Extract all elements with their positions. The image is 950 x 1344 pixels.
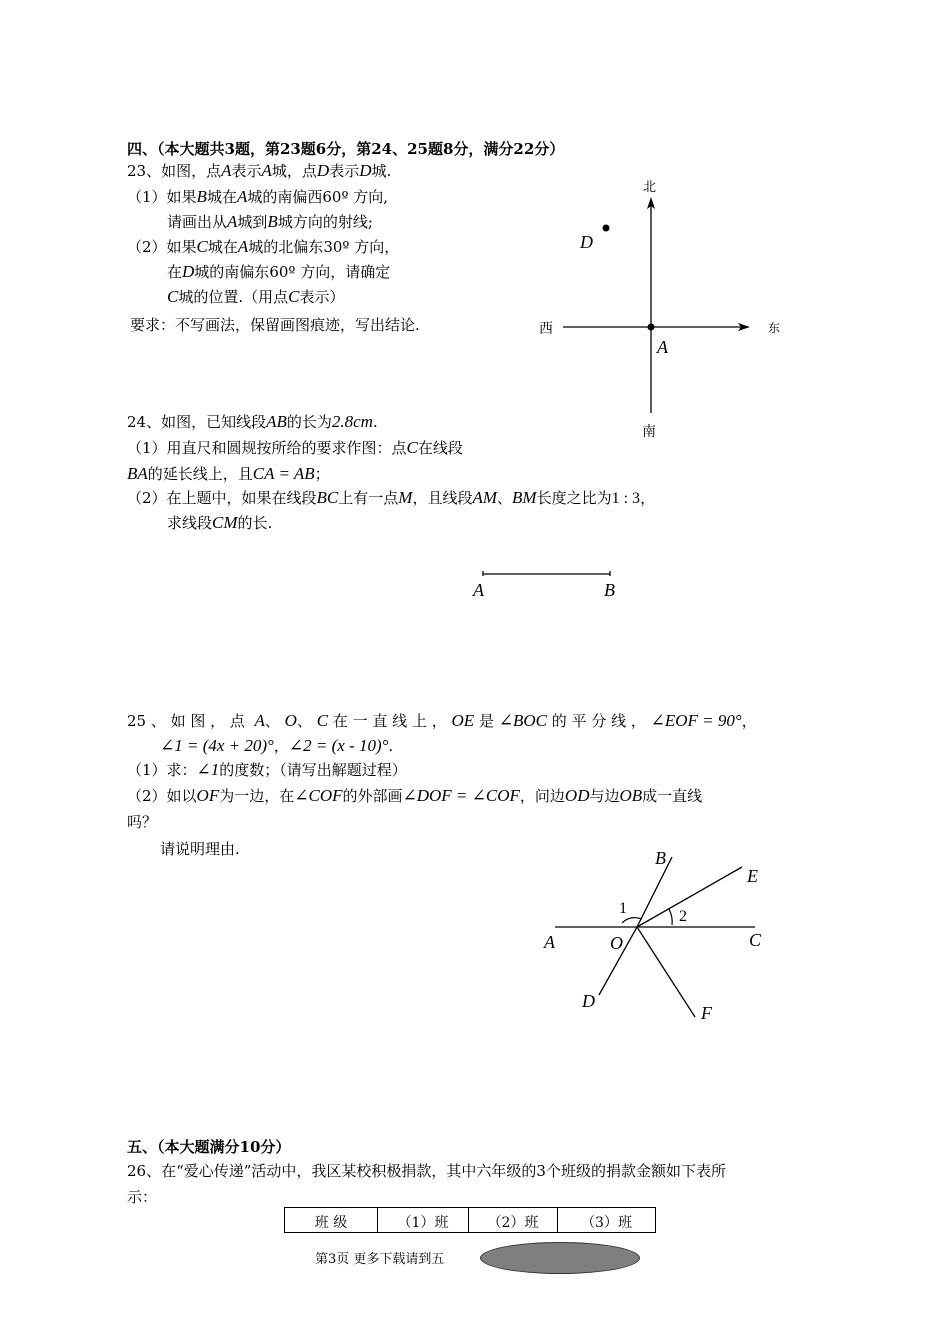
label-D: D — [582, 991, 595, 1011]
line-OF — [637, 927, 695, 1017]
text: （1）用直尺和圆规按所给的要求作图：点 — [127, 439, 407, 457]
label-A: A — [657, 337, 668, 357]
math-OD: OD — [564, 786, 590, 805]
table-header-class-3: （3）班 — [558, 1208, 656, 1233]
math-A: A — [237, 237, 249, 256]
page-footer: 第3页 更多下载请到五 — [315, 1252, 445, 1267]
q25-line-1 — [127, 710, 757, 731]
math-BM: BM — [512, 488, 537, 507]
q25-part3: 请说明理由. — [160, 840, 240, 858]
text: 城在 — [207, 238, 238, 256]
text: 城的南偏东 — [194, 263, 270, 281]
q24-line-1 — [127, 411, 378, 432]
table-row — [285, 1208, 656, 1233]
table-header-class-2: （2）班 — [469, 1208, 558, 1233]
text: 城，点 — [271, 162, 317, 180]
text: 城的位置.（用点 — [178, 288, 289, 306]
q23-part2-line-3 — [167, 286, 344, 307]
text: 、 — [296, 712, 312, 730]
math-OF: OF — [196, 786, 220, 805]
math-C: C — [288, 287, 300, 306]
math-angle-EOF: ∠EOF = 90° — [650, 711, 742, 730]
text: ； — [314, 465, 330, 483]
table-header-class: 班 级 — [285, 1208, 378, 1233]
section-4-heading: 四、（本大题共3题，第23题6分，第24、25题8分，满分22分） — [127, 140, 565, 158]
label-B: B — [655, 848, 666, 868]
label-east: 东 — [768, 321, 781, 335]
donation-table — [284, 1207, 656, 1233]
section-5-heading: 五、（本大题满分10分） — [127, 1138, 291, 1156]
text: 的外部画 — [342, 787, 403, 805]
math-D: D — [359, 161, 372, 180]
math-C: C — [316, 711, 329, 730]
q23-line-1 — [127, 160, 391, 181]
text: 表示） — [299, 288, 345, 306]
q23-compass-figure — [530, 175, 790, 445]
text: . — [372, 413, 378, 431]
math-BA: BA — [127, 464, 148, 483]
math-D: D — [182, 262, 195, 281]
text: ，且线段 — [412, 489, 473, 507]
math-BC: BC — [316, 488, 339, 507]
q24-part1-line-2 — [127, 463, 330, 484]
math-D: D — [316, 161, 330, 180]
math-B: B — [267, 212, 278, 231]
math-equation: CA = AB — [252, 464, 315, 483]
text: 长度之比为 — [536, 489, 612, 507]
text: 的长为 — [286, 413, 332, 431]
q24-part2-line-2 — [167, 512, 272, 533]
text: 为一边，在 — [219, 787, 295, 805]
q26-line-1: 26、在“爱心传递”活动中，我区某校积极捐款，其中六年级的3个班级的捐款金额如下表所 — [127, 1162, 726, 1180]
math-A: A — [254, 711, 265, 730]
math-angle-1: ∠1 = (4x + 20)° — [160, 736, 274, 755]
text: （2）如果 — [127, 238, 197, 256]
math-OB: OB — [619, 786, 643, 805]
math-C: C — [406, 438, 418, 457]
q25-part2-line-2: 吗？ — [127, 813, 158, 831]
q25-part1 — [127, 759, 407, 780]
text: 城的北偏东 — [248, 238, 324, 256]
text: 的延长线上，且 — [147, 465, 253, 483]
text: 请画出从 — [167, 213, 228, 231]
text: （1）如果 — [127, 188, 197, 206]
label-D: D — [580, 232, 593, 252]
label-B: B — [604, 580, 615, 600]
q24-segment-figure — [465, 565, 630, 605]
label-C: C — [749, 930, 762, 950]
text: 表示 — [231, 162, 262, 180]
angle-2-arc — [669, 909, 672, 925]
math-A: A — [221, 161, 232, 180]
label-west: 西 — [539, 322, 553, 337]
text: . — [388, 737, 394, 755]
text: 在线段 — [417, 439, 463, 457]
text: 城的南偏西 — [247, 188, 323, 206]
math-angle-COF: ∠COF — [294, 786, 343, 805]
math-A: A — [236, 187, 248, 206]
math-O: O — [284, 711, 297, 730]
label-E: E — [747, 866, 758, 886]
q25-part2-line-1 — [127, 785, 702, 806]
line-OE — [637, 867, 742, 927]
q25-line-2 — [160, 735, 393, 756]
label-O: O — [610, 933, 623, 953]
q24-part2-line-1 — [127, 487, 655, 508]
text: 在 — [167, 263, 183, 281]
point-D-dot — [603, 225, 610, 232]
text: ，问边 — [519, 787, 565, 805]
math-angle-2: ∠2 = (x - 10)° — [288, 736, 389, 755]
q24-part1-line-1 — [127, 437, 463, 458]
text: 的 平 分 线 ， — [551, 712, 646, 730]
text: 上有一点 — [338, 489, 399, 507]
label-south: 南 — [642, 425, 656, 440]
q23-part2-line-2 — [167, 261, 390, 282]
text: 60º 方向, — [322, 188, 389, 206]
q26-line-2: 示： — [127, 1188, 158, 1206]
label-A: A — [473, 580, 484, 600]
q23-part1-line-2 — [167, 211, 373, 232]
label-F: F — [701, 1003, 712, 1023]
text: 城在 — [206, 188, 237, 206]
text: 60º 方向，请确定 — [269, 263, 391, 281]
q23-part2-line-1 — [127, 236, 399, 257]
footer-redaction-oval — [480, 1242, 640, 1274]
text: （2）在上题中，如果在线段 — [127, 489, 317, 507]
text: 表示 — [329, 162, 360, 180]
text: 求线段 — [167, 514, 213, 532]
math-C: C — [196, 237, 208, 256]
math-equation: ∠DOF = ∠COF — [402, 786, 520, 805]
math-CM: CM — [212, 513, 238, 532]
text: （2）如以 — [127, 787, 197, 805]
text: 成一直线 — [642, 787, 703, 805]
q23-part1-line-1 — [127, 186, 388, 207]
math-A: A — [261, 161, 272, 180]
label-north: 北 — [643, 179, 657, 194]
text: 城到 — [237, 213, 268, 231]
text: 30º 方向， — [323, 238, 400, 256]
text: ， — [741, 712, 757, 730]
math-ratio: 1 : 3 — [611, 490, 641, 507]
text: 城. — [371, 162, 392, 180]
text: 是 — [478, 712, 494, 730]
math-OE: OE — [451, 711, 475, 730]
text: 的度数；（请写出解题过程） — [219, 761, 407, 779]
math-AM: AM — [472, 488, 498, 507]
text: 在 一 直 线 上 ， — [332, 712, 447, 730]
math-angle-BOC: ∠BOC — [498, 711, 547, 730]
text: 23、如图，点 — [127, 162, 222, 180]
text: 24、如图，已知线段 — [127, 413, 267, 431]
text: 、 — [264, 712, 280, 730]
math-A: A — [227, 212, 238, 231]
text: 25 、 如 图 ， 点 — [127, 712, 245, 730]
text: 、 — [497, 489, 513, 507]
text: 城方向的射线; — [277, 213, 373, 231]
text: （1）求： — [127, 761, 197, 779]
point-A-dot — [648, 324, 655, 331]
math-length: 2.8cm — [331, 412, 373, 431]
q23-requirement: 要求：不写画法，保留画图痕迹，写出结论. — [130, 316, 420, 334]
table-header-class-1: （1）班 — [378, 1208, 469, 1233]
math-B: B — [196, 187, 207, 206]
text: 与边 — [589, 787, 620, 805]
q25-angle-figure — [535, 845, 775, 1030]
label-two: 2 — [679, 908, 687, 925]
math-C: C — [167, 287, 179, 306]
math-angle-1: ∠1 — [196, 760, 220, 779]
text: 的长. — [237, 514, 273, 532]
label-one: 1 — [619, 900, 627, 917]
text: ， — [640, 489, 656, 507]
text: ， — [273, 737, 289, 755]
math-AB: AB — [266, 412, 287, 431]
label-A: A — [544, 932, 555, 952]
math-M: M — [398, 488, 413, 507]
